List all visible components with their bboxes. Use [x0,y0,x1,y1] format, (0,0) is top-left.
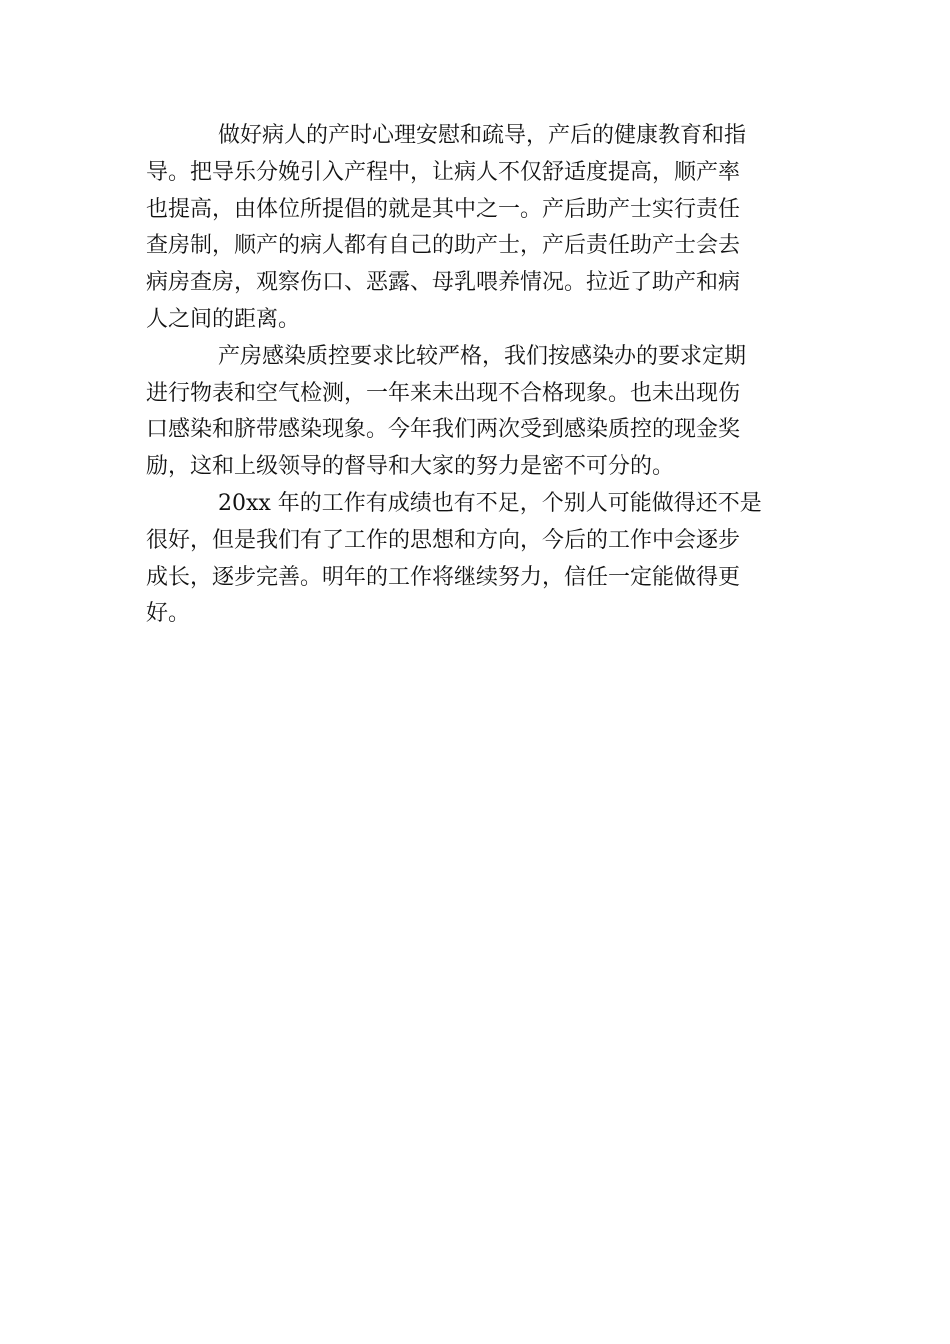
paragraph-annual-summary: 20xx 年的工作有成绩也有不足，个别人可能做得还不是 很好，但是我们有了工作的思想和方向，今后的工作中会逐步 成长，逐步完善。明年的工作将继续努力，信任一定能做得更 好。 [146,490,762,627]
document-body [146,118,796,633]
paragraph-delivery-care: 做好病人的产时心理安慰和疏导，产后的健康教育和指 导。把导乐分娩引入产程中，让病人不仅舒适度提高，顺产率 也提高，由体位所提倡的就是其中之一。产后助产士实行责任 查房制，顺产的病人都有自己的助产士，产后责任助产士会去 病房查房，观察伤口、恶露、母乳喂养情况。拉近了助产和病 人之间的距离。 [146,123,747,332]
paragraph-infection-control: 产房感染质控要求比较严格，我们按感染办的要求定期 进行物表和空气检测，一年来未出现不合格现象。也未出现伤 口感染和脐带感染现象。今年我们两次受到感染质控的现金奖 励，这和上级领导的督导和大家的努力是密不可分的。 [146,343,747,480]
